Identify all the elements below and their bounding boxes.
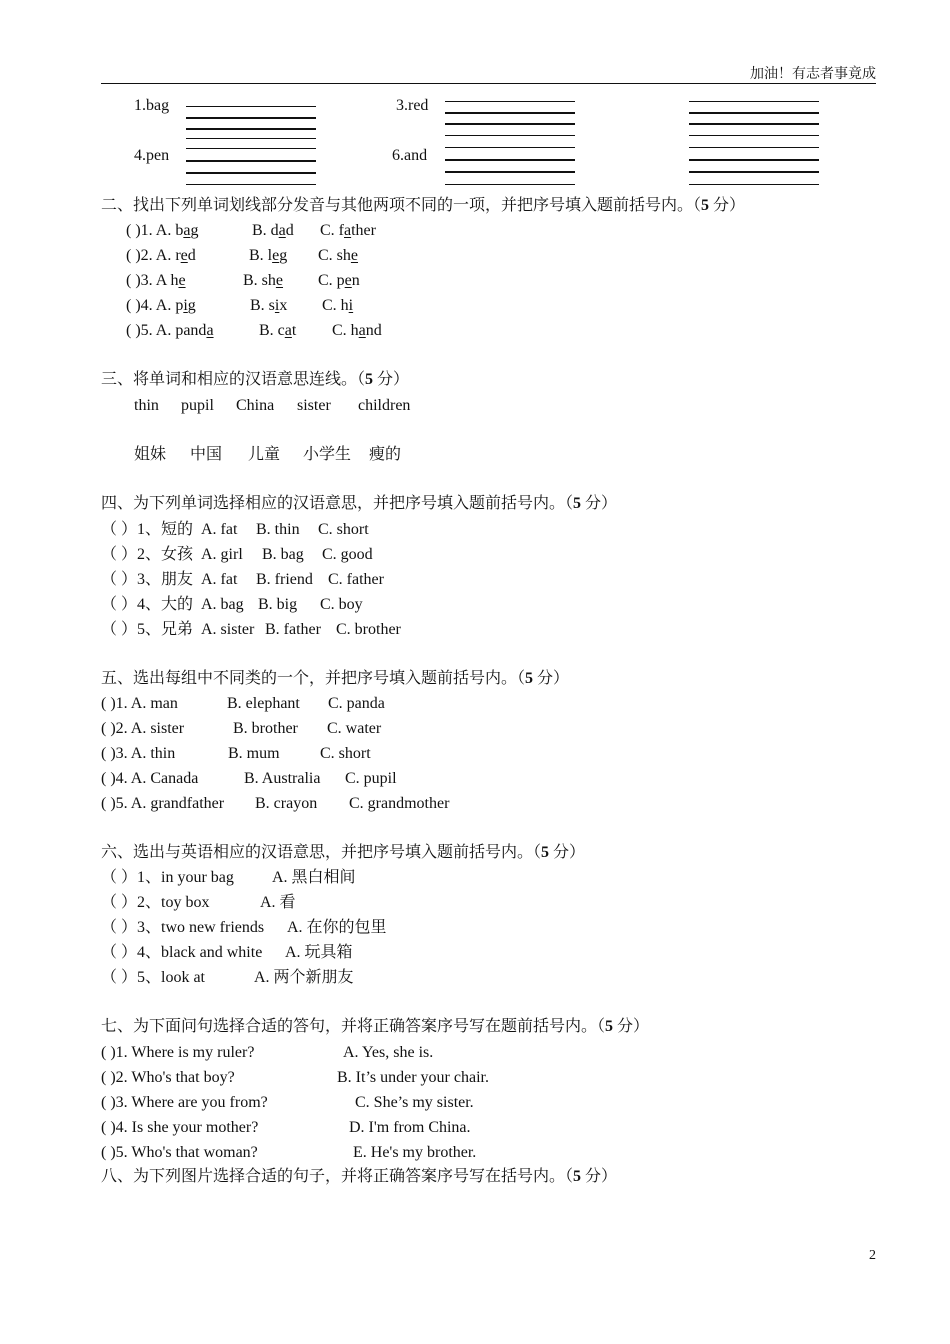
section-7-title: 七、为下面问句选择合适的答句，并将正确答案序号写在题前括号内。（5 分） (101, 1018, 650, 1035)
sec5-question-1: ( )1. A. man (101, 695, 178, 712)
sec4-option-c: C. good (322, 546, 373, 563)
sec4-question-3: （ ）3、朋友 (101, 571, 194, 588)
writing-word-6: 6.and (392, 147, 428, 164)
sec6-question-2: （ ）2、toy box (101, 894, 210, 911)
section-6-title: 六、选出与英语相应的汉语意思，并把序号填入题前括号内。（5 分） (101, 844, 586, 861)
sec4-option-b: B. big (258, 596, 298, 613)
sec5-question-3: ( )3. A. thin (101, 745, 176, 762)
sec5-option-b: B. mum (228, 745, 280, 762)
section-3-title: 三、将单词和相应的汉语意思连线。（5 分） (101, 371, 410, 388)
sec4-question-1: （ ）1、短的 (101, 521, 194, 538)
header-divider (101, 83, 876, 84)
sec2-option-5b: B. cat (259, 322, 297, 339)
sec7-answer: E. He's my brother. (353, 1144, 477, 1161)
section-8-title: 八、为下列图片选择合适的句子，并将正确答案序号写在括号内。（5 分） (101, 1168, 618, 1185)
sec5-option-b: B. crayon (255, 795, 318, 812)
sec6-question-1: （ ）1、in your bag (101, 869, 234, 886)
sec6-question-3: （ ）3、two new friends (101, 919, 265, 936)
sec4-option-c: C. brother (336, 621, 401, 638)
sec4-question-4: （ ）4、大的 (101, 596, 194, 613)
sec7-answer: A. Yes, she is. (343, 1044, 434, 1061)
sec4-option-c: C. father (328, 571, 384, 588)
sec2-question-3: ( )3. A he (126, 272, 186, 289)
sec4-question-2: （ ）2、女孩 (101, 546, 194, 563)
sec4-option-b: B. bag (262, 546, 304, 563)
match-word[interactable]: sister (297, 397, 331, 414)
match-meaning[interactable]: 姐妹 (134, 446, 167, 463)
sec2-question-1: ( )1. A. bag (126, 222, 199, 239)
sec5-option-c: C. water (327, 720, 382, 737)
sec2-question-2: ( )2. A. red (126, 247, 196, 264)
sec4-option-a: A. sister (201, 621, 255, 638)
sec2-option-4b: B. six (250, 297, 288, 314)
sec6-question-5: （ ）5、look at (101, 969, 205, 986)
sec7-question-5: ( )5. Who's that woman? (101, 1144, 258, 1161)
sec7-question-4: ( )4. Is she your mother? (101, 1119, 259, 1136)
match-meaning[interactable]: 小学生 (303, 446, 352, 463)
sec4-option-a: A. fat (201, 521, 238, 538)
section-2-title: 二、找出下列单词划线部分发音与其他两项不同的一项，并把序号填入题前括号内。（5 分） (101, 197, 746, 214)
sec2-option-3b: B. she (243, 272, 284, 289)
writing-word-4: 4.pen (134, 147, 170, 164)
section-4-title: 四、为下列单词选择相应的汉语意思，并把序号填入题前括号内。（5 分） (101, 495, 618, 512)
sec2-option-2b: B. leg (249, 247, 288, 264)
match-word[interactable]: children (358, 397, 411, 414)
match-meaning[interactable]: 中国 (190, 446, 223, 463)
sec4-option-c: C. short (318, 521, 369, 538)
match-word[interactable]: China (236, 397, 275, 414)
writing-word-1: 1.bag (134, 97, 170, 114)
writing-lines-group-3[interactable] (689, 95, 819, 185)
sec4-option-a: A. fat (201, 571, 238, 588)
sec4-option-a: A. bag (201, 596, 244, 613)
sec7-answer: D. I'm from China. (349, 1119, 471, 1136)
sec5-option-c: C. panda (328, 695, 385, 712)
sec5-question-2: ( )2. A. sister (101, 720, 185, 737)
sec4-option-c: C. boy (320, 596, 363, 613)
sec4-option-b: B. friend (256, 571, 313, 588)
sec6-option: A. 两个新朋友 (254, 969, 354, 986)
sec7-answer: B. It’s under your chair. (337, 1069, 489, 1086)
sec6-option: A. 黑白相间 (272, 869, 356, 886)
sec5-question-5: ( )5. A. grandfather (101, 795, 225, 812)
sec4-option-a: A. girl (201, 546, 243, 563)
match-word[interactable]: thin (134, 397, 159, 414)
sec7-question-3: ( )3. Where are you from? (101, 1094, 268, 1111)
sec4-option-b: B. father (265, 621, 321, 638)
page-number: 2 (869, 1248, 876, 1263)
sec5-option-c: C. grandmother (349, 795, 450, 812)
sec7-question-1: ( )1. Where is my ruler? (101, 1044, 255, 1061)
sec2-option-3c: C. pen (318, 272, 360, 289)
sec5-option-b: B. Australia (244, 770, 321, 787)
sec6-option: A. 看 (260, 894, 296, 911)
sec5-question-4: ( )4. A. Canada (101, 770, 199, 787)
sec7-question-2: ( )2. Who's that boy? (101, 1069, 235, 1086)
sec2-option-1c: C. father (320, 222, 376, 239)
sec5-option-b: B. brother (233, 720, 298, 737)
sec2-question-5: ( )5. A. panda (126, 322, 214, 339)
sec7-answer: C. She’s my sister. (355, 1094, 474, 1111)
header-motto: 加油！有志者事竟成 (750, 67, 876, 82)
writing-lines-group-1[interactable] (186, 100, 316, 190)
sec6-option: A. 玩具箱 (285, 944, 353, 961)
sec2-option-2c: C. she (318, 247, 359, 264)
sec5-option-c: C. short (320, 745, 371, 762)
sec2-option-1b: B. dad (252, 222, 294, 239)
writing-word-3: 3.red (396, 97, 429, 114)
match-word[interactable]: pupil (181, 397, 214, 414)
sec2-option-5c: C. hand (332, 322, 382, 339)
sec2-option-4c: C. hi (322, 297, 354, 314)
match-meaning[interactable]: 瘦的 (369, 446, 402, 463)
match-meaning[interactable]: 儿童 (248, 446, 281, 463)
sec4-option-b: B. thin (256, 521, 300, 538)
writing-lines-group-2[interactable] (445, 95, 575, 185)
sec4-question-5: （ ）5、兄弟 (101, 621, 194, 638)
sec6-question-4: （ ）4、black and white (101, 944, 263, 961)
section-5-title: 五、选出每组中不同类的一个，并把序号填入题前括号内。（5 分） (101, 670, 570, 687)
sec5-option-b: B. elephant (227, 695, 300, 712)
sec5-option-c: C. pupil (345, 770, 397, 787)
sec6-option: A. 在你的包里 (287, 919, 387, 936)
sec2-question-4: ( )4. A. pig (126, 297, 196, 314)
